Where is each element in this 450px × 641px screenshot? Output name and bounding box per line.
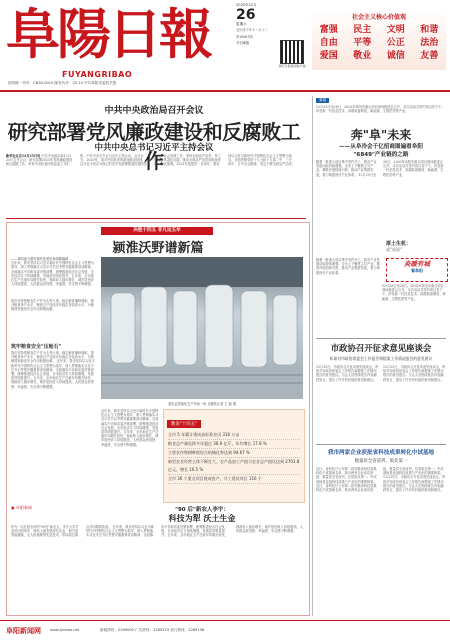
date-day: 26 [236, 7, 256, 23]
news-tag: 要闻 [316, 98, 329, 103]
factory-tanks-illustration [101, 257, 303, 399]
photo-credit: 全媒体记者 王 毅 摄 [207, 402, 236, 406]
date-year-month: 2020年12月 [236, 3, 257, 7]
right-top-body-lower-text: 随着一批重大项目集中签约开工，我市产业发展动能持续增强。全市上下聚焦主导产业，精准开展招商引资，推动产业集群发展，着力构建现代产业体系。 [316, 258, 380, 275]
core-values-row [312, 37, 446, 50]
masthead-pinyin: FUYANGRIBAO [62, 70, 133, 79]
right-column-divider [312, 96, 313, 616]
right-top-headline: 奔"阜"未来 [350, 128, 412, 142]
right-bottom-story [316, 448, 446, 614]
series-body-3: 近年来，我市坚持以习近平新时代中国特色社会主义思想为指导，深入贯彻落实习近平总书记考察安徽重要讲话精神，全面落实中央和省委决策部署，统筹推进经济社会发展，全市经济实力持续增强，发展质效明显提升。五年来，全市地区生产总值年均增长较快，财政收入稳步增长，城乡居民收入持续提高，人民群众获得感、幸福感、安全感不断增强。 [11, 359, 95, 389]
app-badge: ▣ 阜阳新闻 [11, 505, 33, 510]
lead-body: 中共中央政治局12月25日召开会议，研究部署2021年党风廉政建设和反腐败工作，听取中央纪委国家监委工作汇报。中共中央总书记习近平主持会议。会议认为，2020年，面对突如其来的新冠肺炎疫情，以习近平同志为核心的党中央统筹推进疫情防控和经济社会发展工作，坚持全面从严治党、持之以恒正风肃纪反腐，推动全面从严治党向纵深发展。会议强调，2021年是建党一百周年，要坚持以习近平新时代中国特色社会主义思想为指导，全面贯彻党的十九大和十九届二中、三中、四中、五中全会精神，坚定不移全面从严治党。 [6, 154, 295, 167]
right-top-body-lower [316, 258, 380, 328]
series-body-col1b [11, 299, 97, 339]
series-footer-head: 科技为犁 沃土生金 [168, 513, 236, 523]
series-body-col2 [101, 409, 161, 499]
series-body-col1 [11, 257, 97, 297]
core-value-word: 公正 [386, 38, 405, 48]
core-value-word: 敬业 [353, 51, 372, 61]
data-line: 粮食总产量连续多年超过 36.9 亿斤，年均增长 17.8 % [168, 440, 300, 449]
series-body-3-more: 近年来，我市坚持以习近平新时代中国特色社会主义思想为指导，深入贯彻落实习近平总书记考察安徽重要讲话精神，全面落实中央和省委决策部署，统筹推进经济社会发展，全市经济实力持续增强，发展质效明显提升。五年来，全市地区生产总值年均增长较快，财政收入稳步增长，城乡居民收入持续提高，人民群众获得感、幸福感、安全感不断增强。 [86, 525, 303, 538]
right-top-body-lower2-text: 12月25日至26日，2020年阜阳市重点项目现场推进会召开，本次活动共签约项目若干个，涉及新一代信息技术、高端装备制造、新能源、生物医药等产业。 [382, 284, 446, 301]
core-value-word: 诚信 [386, 51, 405, 61]
right-top-body-lower2 [382, 284, 446, 330]
right-top-body [316, 160, 446, 256]
lead-kicker: 中共中央政治局召开会议 [104, 106, 204, 116]
data-line: 新型农业经营主体不断壮大，农产品加工产值与农业总产值比达到 2701.8 亿元，增长 16.5 % [168, 458, 300, 475]
series-body-repeat: 我市坚持把粮食生产作为头等大事，稳定粮食播种面积，提升粮食单产水平，粮食总产连续多年稳定在较高水平，为保障国家粮食安全作出积极贡献。 [11, 299, 94, 312]
right-mid-story [316, 342, 446, 442]
right-bottom-body [316, 467, 446, 615]
weekday: 星期六 [236, 22, 247, 26]
right-top-story [316, 96, 446, 336]
right-mid-body [316, 365, 446, 437]
lead-divider [6, 218, 306, 219]
core-value-word: 法治 [420, 38, 439, 48]
masthead-rule [0, 90, 450, 92]
core-values-grid [312, 24, 446, 63]
footer-hotlines: 新闻热线：2289000 广告热线：2289123 发行热线：2289138 [100, 628, 205, 632]
right-mid-body-text: 12月25日，市政协召开征求意见座谈会，听取对市政协常委会工作报告和提案工作情况报告的意见建议。与会人员围绕报告内容踊跃发言，提出了许多有价值的意见和建议。 [316, 365, 379, 382]
core-values-box [312, 8, 446, 70]
data-line: 主要农作物耕种收综合机械化率达到 94.67 % [168, 449, 300, 458]
qr-code [280, 40, 304, 64]
core-value-word: 自由 [319, 38, 338, 48]
campaign-stamp [386, 258, 448, 282]
series-body-3-text: 作为一名扎根农村的"90后"新农人，李宇大学毕业后回到家乡，流转土地发展现代农业，他引进智能灌溉、无人机植保等先进技术，带动周边群众共同增收致富。 [11, 525, 112, 538]
page-footer [0, 620, 450, 641]
data-box [163, 409, 305, 503]
core-values-row [312, 24, 446, 37]
series-body-col2-text: 近年来，我市坚持以习近平新时代中国特色社会主义思想为指导，深入贯彻落实习近平总书记考察安徽重要讲话精神，全面落实中央和省委决策部署，统筹推进经济社会发展，全市经济实力持续增强，发展质效明显提升。五年来，全市地区生产总值年均增长较快，财政收入稳步增长，城乡居民收入持续提高，人民群众获得感、幸福感、安全感不断增强。 [101, 409, 159, 447]
right-top-intro: 12月25日至26日，2020年阜阳市重点项目现场推进会召开，本次活动共签约项目若干个，涉及新一代信息技术、高端装备制造、新能源、生物医药等产业。 [316, 105, 445, 114]
right-mid-subhead: 听取对市政协常委会工作报告和提案工作情况报告的意见建议 [329, 356, 433, 361]
right-bottom-body-text: 近日，省科技厅公布第二批安徽省科技成果转化中试基地名单，我市两家企业成功获批，数量居全省前列，位居皖北第一。中试基地是连接科技成果与产业化的重要桥梁。 [316, 467, 377, 484]
right-top-body-more: 12月25日至26日，2020年阜阳市重点项目现场推进会召开，本次活动共签约项目若干个，涉及新一代信息技术、高端装备制造、新能源、生物医药等产业。 [358, 160, 444, 177]
right-top-subhead: ——从阜冷会千亿招商图遍看阜阳 [339, 144, 423, 150]
core-value-word: 民主 [353, 25, 372, 35]
core-values-row [312, 50, 446, 63]
photo-caption [101, 401, 303, 406]
right-bottom-headline: 我市两家企业获批省科技成果转化中试基地 [327, 450, 435, 456]
campaign-stamp-title: 炎暖有城 [404, 260, 430, 268]
core-value-word: 富强 [319, 25, 338, 35]
right-mid-headline: 市政协召开征求意见座谈会 [330, 343, 432, 353]
lead-story [0, 96, 308, 216]
lead-subhead: 中共中央总书记习近平主持会议 [94, 143, 214, 153]
side-note-sub: 或"冰清" [386, 247, 402, 252]
masthead [0, 0, 450, 92]
right-divider-1 [316, 338, 446, 339]
data-lines [164, 431, 304, 484]
data-line: 全市 36 个重点项目建成投产，开工建设项目 116 个 [168, 475, 300, 484]
right-top-subhead2: "6849"产业链的之路 [353, 152, 409, 158]
right-divider-2 [316, 444, 446, 445]
data-line: 全市 5 年累计建成高标准农田 316 万亩 [168, 431, 300, 440]
newspaper-logo: 阜陽日報 [6, 2, 210, 66]
factory-photo [101, 257, 303, 399]
issue-number: 第16067期 [236, 35, 253, 39]
series-body: 近年来，我市坚持以习近平新时代中国特色社会主义思想为指导，深入贯彻落实习近平总书记考察安徽重要讲话精神，全面落实中央和省委决策部署，统筹推进经济社会发展，全市经济实力持续增强，发展质效明显提升。五年来，全市地区生产总值年均增长较快，财政收入稳步增长，城乡居民收入持续提高，人民群众获得感、幸福感、安全感不断增强。 [11, 261, 94, 287]
lead-body-left [6, 154, 296, 214]
date-block [236, 3, 280, 63]
photo-caption-text: 某乳业智能化生产车间一角 [168, 402, 207, 406]
qr-caption: 阜阳日报新闻客户端 [278, 64, 306, 68]
core-value-word: 友善 [420, 51, 439, 61]
side-note-title: 厚土生机： [386, 241, 412, 247]
masthead-info-line: 国内统一刊号：CN34-0010 邮发代号：25-10 中共阜阳市委机关报 [8, 81, 117, 85]
core-values-title: 社会主义核心价值观 [351, 14, 406, 21]
series-headline: 颍淮沃野谱新篇 [112, 241, 204, 256]
series-footer-line: "90 后"新农人李宇： [175, 507, 229, 513]
series-section-line: ——阜阳奋力谱写现代化美好阜阳新篇章 [11, 257, 69, 261]
series-body-2: 我市坚持把粮食生产作为头等大事，稳定粮食播种面积，提升粮食单产水平，粮食总产连续多年稳定在较高水平，为保障国家粮食安全作出积极贡献。 [11, 351, 94, 364]
right-top-body-text: 随着一批重大项目集中签约开工，我市产业发展动能持续增强。全市上下聚焦主导产业，精准开展招商引资，推动产业集群发展，着力构建现代产业体系。 [316, 160, 377, 177]
right-bottom-subhead: 数量居全省前列、皖北第一 [354, 459, 408, 464]
lead-byline: 新华社北京12月25日电 [6, 154, 41, 158]
core-value-word: 平等 [353, 38, 372, 48]
campaign-stamp-sub: 看阜阳 [411, 268, 423, 273]
series-feature [6, 222, 310, 616]
series-bottom-text [11, 525, 305, 611]
series-subtitle: 筑牢粮食安全"压舱石" [11, 344, 62, 350]
series-label: 决胜十四五 非凡这五年 [101, 227, 213, 235]
footer-url: www.fynews.net [50, 628, 80, 632]
page-count: 今日8版 [236, 41, 250, 45]
right-bottom-body-extra: 12月25日，市政协召开征求意见座谈会，听取对市政协常委会工作报告和提案工作情况报告的意见建议。与会人员围绕报告内容踊跃发言，提出了许多有价值的意见和建议。 [383, 475, 446, 493]
lunar-date: 农历庚子年十一月十二 [236, 28, 268, 32]
core-value-word: 和谐 [420, 25, 439, 35]
core-value-word: 爱国 [319, 51, 338, 61]
data-box-title: 数说"十四五" [167, 420, 201, 428]
core-value-word: 文明 [386, 25, 405, 35]
lead-headline: 研究部署党风廉政建设和反腐败工作 [7, 120, 301, 173]
series-body-col1c [11, 351, 97, 499]
right-mid-body-more: 12月25日，市政协召开征求意见座谈会，听取对市政协常委会工作报告和提案工作情况报告的意见建议。与会人员围绕报告内容踊跃发言，提出了许多有价值的意见和建议。 [383, 365, 446, 382]
footer-brand: 阜阳新闻网 [6, 627, 41, 635]
right-bottom-body-more: 近日，省科技厅公布第二批安徽省科技成果转化中试基地名单，我市两家企业成功获批，数量居全省前列，位居皖北第一。中试基地是连接科技成果与产业化的重要桥梁。 [316, 467, 444, 493]
